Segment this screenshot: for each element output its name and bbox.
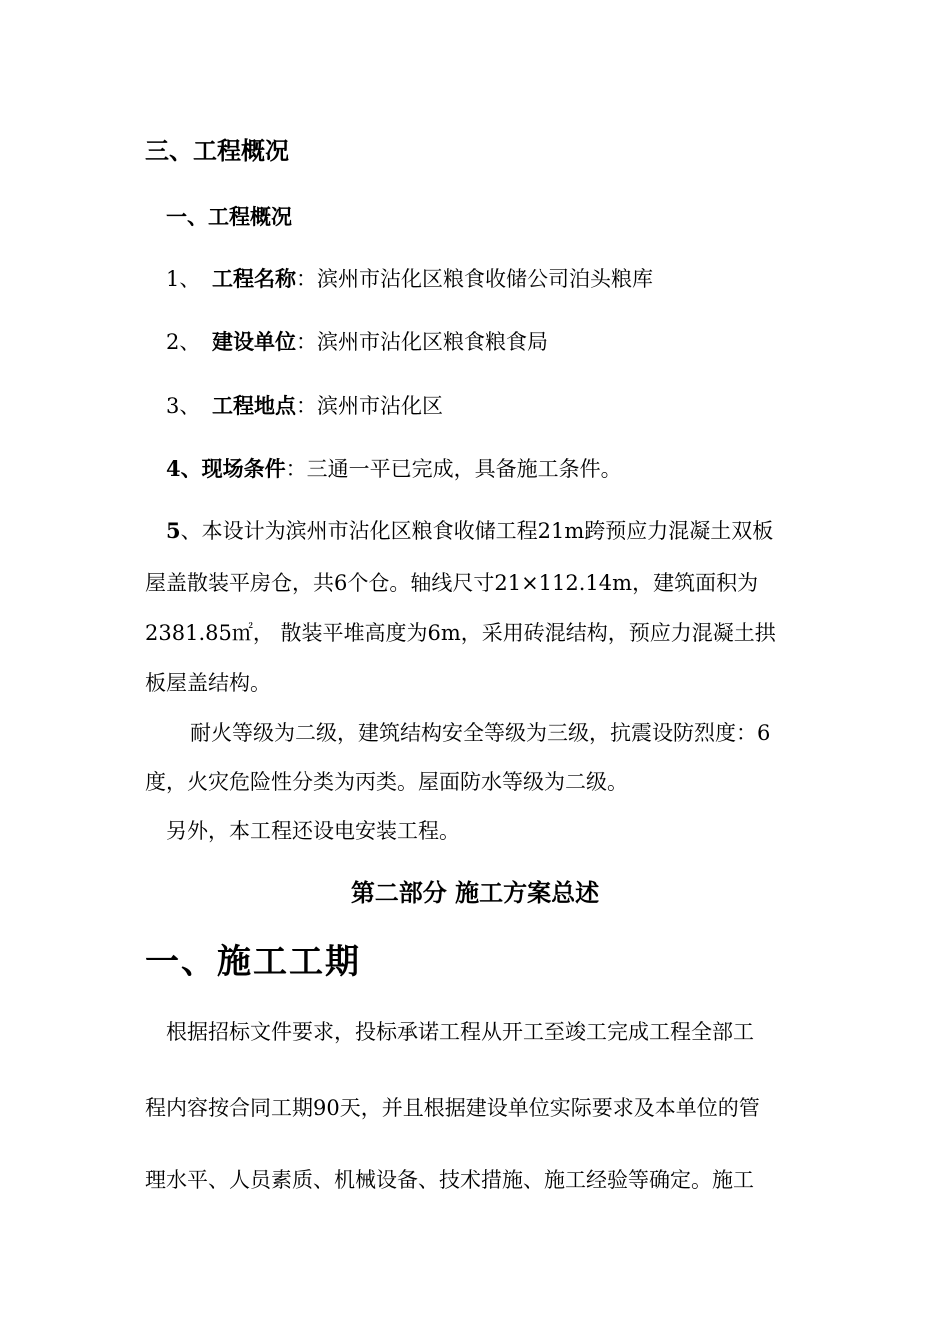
item-colon: ： xyxy=(296,267,317,291)
schedule-line-2: 程内容按合同工期90天，并且根据建设单位实际要求及本单位的管 xyxy=(145,1096,760,1120)
schedule-line-1: 根据招标文件要求，投标承诺工程从开工至竣工完成工程全部工 xyxy=(166,1020,754,1044)
item5-line-4: 板屋盖结构。 xyxy=(145,671,271,695)
item-label: 工程地点 xyxy=(212,393,296,418)
item-colon: ： xyxy=(296,394,317,418)
part-title: 第二部分 施工方案总述 xyxy=(350,878,600,907)
item-number: 1、 xyxy=(166,267,201,291)
fire-rating-line-1: 耐火等级为二级，建筑结构安全等级为三级，抗震设防烈度：6 xyxy=(190,721,771,745)
item5-line-1 xyxy=(166,516,773,546)
item-number: 2、 xyxy=(166,330,201,354)
item-label: 工程名称 xyxy=(212,266,296,291)
item-project-location xyxy=(166,391,443,421)
item-construction-unit xyxy=(166,327,548,357)
item-colon: ： xyxy=(285,457,307,481)
schedule-line-3: 理水平、人员素质、机械设备、技术措施、施工经验等确定。施工 xyxy=(145,1168,754,1192)
schedule-heading: 一、施工工期 xyxy=(145,942,361,982)
item-project-name xyxy=(166,264,653,294)
item5-text: 、本设计为滨州市沾化区粮食收储工程21m跨预应力混凝土双板 xyxy=(180,519,774,543)
item-number: 3、 xyxy=(166,394,201,418)
item-site-conditions xyxy=(166,454,622,484)
item-value: 滨州市沾化区粮食粮食局 xyxy=(317,330,548,354)
item-value: 滨州市沾化区粮食收储公司泊头粮库 xyxy=(317,267,653,291)
item5-line-2: 屋盖散装平房仓，共6个仓。轴线尺寸21×112.14m，建筑面积为 xyxy=(145,571,759,595)
item-label: 4、现场条件 xyxy=(166,456,286,481)
item5-line-3: 2381.85㎡， 散装平堆高度为6m，采用砖混结构，预应力混凝土拱 xyxy=(145,621,776,645)
section-title: 三、工程概况 xyxy=(145,136,289,165)
item-colon: ： xyxy=(296,330,317,354)
item-label: 建设单位 xyxy=(212,329,296,354)
item-value: 滨州市沾化区 xyxy=(317,394,443,418)
subsection-title: 一、工程概况 xyxy=(166,204,292,229)
item-number: 5 xyxy=(166,518,181,543)
electric-installation-line: 另外，本工程还设电安装工程。 xyxy=(166,819,460,843)
fire-rating-line-2: 度，火灾危险性分类为丙类。屋面防水等级为二级。 xyxy=(145,770,628,794)
item-value: 三通一平已完成，具备施工条件。 xyxy=(306,457,622,481)
